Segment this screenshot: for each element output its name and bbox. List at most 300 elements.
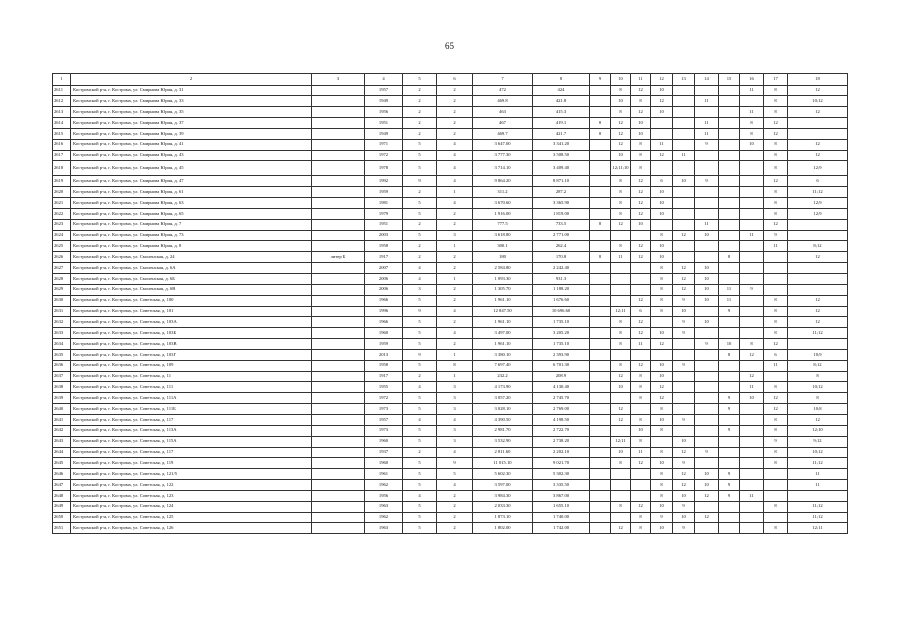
row-number-cell: 2648 — [53, 490, 71, 501]
table-cell: 1957 — [365, 414, 403, 425]
table-cell — [788, 274, 848, 285]
table-cell: 287.2 — [533, 187, 590, 198]
table-row — [53, 393, 848, 404]
table-cell — [312, 295, 365, 306]
table-cell: 2 202.10 — [533, 447, 590, 458]
table-row — [53, 523, 848, 534]
table-cell: 3 365.90 — [533, 198, 590, 209]
table-cell: 12 — [611, 139, 631, 150]
housing-table — [52, 73, 848, 534]
table-row — [53, 187, 848, 198]
table-cell — [788, 128, 848, 139]
table-cell: 9 — [403, 306, 437, 317]
table-cell: 1973 — [365, 425, 403, 436]
table-cell — [695, 425, 719, 436]
table-cell: 8 — [764, 85, 788, 96]
table-cell: 2 — [403, 447, 437, 458]
table-cell: 12 — [651, 382, 673, 393]
table-row — [53, 371, 848, 382]
table-cell: 8;12 — [788, 241, 848, 252]
table-cell: 5 602.30 — [473, 469, 533, 480]
table-cell — [673, 187, 695, 198]
table-cell: 10 — [651, 198, 673, 209]
address-cell: Костромской р-н, г. Кострома, ул. Советская, д. 103В — [71, 339, 312, 350]
table-row — [53, 469, 848, 480]
table-cell: 1 — [437, 349, 473, 360]
table-cell — [740, 404, 764, 415]
table-cell: 1992 — [365, 176, 403, 187]
table-cell: 10;12 — [788, 447, 848, 458]
table-cell — [312, 284, 365, 295]
table-cell: 1937 — [365, 447, 403, 458]
table-cell: 5 — [437, 469, 473, 480]
address-cell: Костромской р-н, г. Кострома, ул. Советская, д. 119 — [71, 458, 312, 469]
table-cell — [590, 230, 611, 241]
table-cell: 10 — [695, 230, 719, 241]
table-cell: 12 — [631, 295, 651, 306]
housing-table-container — [52, 73, 847, 534]
table-cell: 5 — [403, 501, 437, 512]
row-number-cell: 2650 — [53, 512, 71, 523]
table-cell: 5 — [403, 198, 437, 209]
address-cell: Костромской р-н, г. Кострома, ул. Смирнова Юрия, д. 65 — [71, 208, 312, 219]
table-cell: 421.7 — [533, 128, 590, 139]
table-cell: 5 — [403, 512, 437, 523]
table-cell — [631, 263, 651, 274]
table-cell: 463 — [473, 107, 533, 118]
table-cell: 311.2 — [473, 187, 533, 198]
table-cell: 8 — [740, 118, 764, 129]
table-cell: 4 — [437, 139, 473, 150]
table-row — [53, 176, 848, 187]
table-cell: 12 — [788, 139, 848, 150]
table-cell: 11 015.10 — [473, 458, 533, 469]
table-row — [53, 414, 848, 425]
table-cell — [312, 96, 365, 107]
table-cell: 4 — [403, 414, 437, 425]
table-cell — [590, 360, 611, 371]
table-cell: 10 — [740, 139, 764, 150]
row-number-cell: 2629 — [53, 284, 71, 295]
table-cell: 12 — [631, 317, 651, 328]
row-number-cell: 2618 — [53, 161, 71, 176]
table-cell: 10 — [695, 295, 719, 306]
table-cell: 2 — [437, 252, 473, 263]
table-cell: 5 302.30 — [533, 469, 590, 480]
table-cell — [312, 187, 365, 198]
table-cell — [590, 284, 611, 295]
table-cell: 8 — [631, 96, 651, 107]
table-cell: 4 — [437, 161, 473, 176]
table-cell: 1960 — [365, 458, 403, 469]
table-cell: 8 — [651, 274, 673, 285]
table-cell: 8 — [740, 128, 764, 139]
table-cell — [611, 349, 631, 360]
table-cell: 1972 — [365, 393, 403, 404]
header-cell: 1 — [53, 74, 71, 86]
address-cell: Костромской р-н, г. Кострома, ул. Советская, д. 109 — [71, 360, 312, 371]
table-cell: 10 — [695, 469, 719, 480]
row-number-cell: 2627 — [53, 263, 71, 274]
table-cell: 3 — [437, 393, 473, 404]
table-cell: 11 — [740, 230, 764, 241]
table-cell — [719, 219, 740, 230]
table-cell: 8 — [590, 128, 611, 139]
table-cell — [719, 241, 740, 252]
table-cell: 1960 — [365, 436, 403, 447]
table-cell — [695, 371, 719, 382]
table-cell: 1960 — [365, 328, 403, 339]
table-cell: 1 305.70 — [473, 284, 533, 295]
table-cell: 11 — [673, 150, 695, 161]
table-cell: 8 — [611, 241, 631, 252]
address-cell: Костромской р-н, г. Кострома, ул. Смоленская, д. 6Б — [71, 274, 312, 285]
table-cell — [312, 360, 365, 371]
table-cell — [695, 349, 719, 360]
table-cell — [611, 284, 631, 295]
table-cell — [740, 328, 764, 339]
table-cell: 1 873.10 — [473, 512, 533, 523]
address-cell: Костромской р-н, г. Кострома, ул. Советская, д. 103Б — [71, 328, 312, 339]
table-cell: 12;11 — [611, 436, 631, 447]
row-number-cell: 2622 — [53, 208, 71, 219]
row-number-cell: 2626 — [53, 252, 71, 263]
table-cell: 1 — [437, 187, 473, 198]
table-cell: 1949 — [365, 128, 403, 139]
table-cell: 8 — [437, 360, 473, 371]
table-cell: 8 — [764, 458, 788, 469]
table-cell: 12 — [740, 349, 764, 360]
table-cell: 8 — [590, 118, 611, 129]
table-cell: 1966 — [365, 295, 403, 306]
row-number-cell: 2620 — [53, 187, 71, 198]
table-cell: 9 — [695, 139, 719, 150]
table-cell: 2 — [437, 107, 473, 118]
table-cell — [740, 523, 764, 534]
table-cell: 8 871.10 — [533, 176, 590, 187]
table-cell: 12 — [611, 523, 631, 534]
table-cell: 12 — [673, 469, 695, 480]
table-cell: 4 — [437, 150, 473, 161]
table-cell: 733.5 — [533, 219, 590, 230]
table-cell — [719, 161, 740, 176]
table-cell — [590, 490, 611, 501]
row-number-cell: 2644 — [53, 447, 71, 458]
table-cell: 1 961.10 — [473, 317, 533, 328]
table-cell — [312, 208, 365, 219]
table-cell — [590, 198, 611, 209]
table-row — [53, 284, 848, 295]
table-cell — [631, 480, 651, 491]
table-cell — [719, 176, 740, 187]
table-cell: 8 — [764, 208, 788, 219]
table-cell: 9 — [719, 404, 740, 415]
table-cell — [590, 501, 611, 512]
table-cell: 8 — [631, 161, 651, 176]
table-cell: 421.8 — [533, 96, 590, 107]
table-cell: 12 — [631, 107, 651, 118]
table-cell — [673, 425, 695, 436]
table-cell — [312, 501, 365, 512]
address-cell: Костромской р-н, г. Кострома, ул. Советская, д. 122 — [71, 480, 312, 491]
table-cell: 12 — [788, 317, 848, 328]
table-cell: 8 — [651, 263, 673, 274]
table-cell: 9 — [719, 469, 740, 480]
table-cell: 10 — [611, 150, 631, 161]
table-cell: 415.3 — [533, 107, 590, 118]
table-cell: 2 — [437, 96, 473, 107]
table-cell: 208.9 — [533, 371, 590, 382]
table-cell: 8 — [631, 393, 651, 404]
table-cell — [695, 208, 719, 219]
table-cell: 4 — [403, 490, 437, 501]
table-cell: 10 — [651, 187, 673, 198]
table-cell: 6 — [631, 306, 651, 317]
table-cell — [695, 306, 719, 317]
row-number-cell: 2634 — [53, 339, 71, 350]
table-cell: 2 745.70 — [533, 393, 590, 404]
table-row — [53, 219, 848, 230]
table-cell: 12 847.50 — [473, 306, 533, 317]
table-cell: 8 — [764, 501, 788, 512]
table-cell: 1971 — [365, 139, 403, 150]
table-cell: 2 811.60 — [473, 447, 533, 458]
table-cell: 8 — [764, 382, 788, 393]
table-cell — [719, 150, 740, 161]
table-cell — [673, 208, 695, 219]
row-number-cell: 2632 — [53, 317, 71, 328]
table-cell: 9 021.70 — [533, 458, 590, 469]
table-cell: 8 — [651, 295, 673, 306]
table-row — [53, 274, 848, 285]
table-cell: 1972 — [365, 150, 403, 161]
table-cell — [590, 139, 611, 150]
table-cell: 9 — [719, 490, 740, 501]
table-cell — [695, 241, 719, 252]
table-row — [53, 382, 848, 393]
table-cell — [764, 480, 788, 491]
table-cell — [312, 425, 365, 436]
table-cell: 4 — [437, 306, 473, 317]
table-cell: 3 — [437, 436, 473, 447]
table-cell: 10 — [651, 523, 673, 534]
table-cell — [695, 252, 719, 263]
table-cell — [590, 425, 611, 436]
table-cell — [695, 198, 719, 209]
row-number-cell: 2621 — [53, 198, 71, 209]
table-cell — [651, 161, 673, 176]
table-cell: 469.7 — [473, 128, 533, 139]
table-cell — [740, 425, 764, 436]
table-cell: 12 — [788, 107, 848, 118]
table-cell — [764, 512, 788, 523]
table-cell — [719, 274, 740, 285]
table-cell: 1979 — [365, 208, 403, 219]
table-cell: 1 819.00 — [533, 208, 590, 219]
table-cell: 11;12 — [788, 501, 848, 512]
row-number-cell: 2631 — [53, 306, 71, 317]
table-cell — [740, 208, 764, 219]
table-cell: 8 — [631, 139, 651, 150]
table-cell: 170.8 — [533, 252, 590, 263]
table-cell: 8 — [764, 317, 788, 328]
table-cell — [590, 187, 611, 198]
table-cell: 8 — [764, 139, 788, 150]
row-number-cell: 2649 — [53, 501, 71, 512]
table-row — [53, 317, 848, 328]
table-cell — [764, 263, 788, 274]
table-cell: 1 735.10 — [533, 317, 590, 328]
table-cell — [312, 219, 365, 230]
header-cell: 14 — [695, 74, 719, 86]
table-cell: 3 618.80 — [473, 230, 533, 241]
table-cell — [631, 404, 651, 415]
table-cell: 9 — [719, 306, 740, 317]
table-cell — [611, 425, 631, 436]
header-cell: 4 — [365, 74, 403, 86]
header-row — [53, 74, 848, 86]
table-cell: 10 — [651, 360, 673, 371]
table-cell: 11 — [764, 360, 788, 371]
table-cell — [611, 295, 631, 306]
table-cell: 11 — [631, 339, 651, 350]
table-cell: 1966 — [365, 317, 403, 328]
table-cell: 8 — [651, 404, 673, 415]
table-cell: 12;9 — [788, 208, 848, 219]
table-cell: 2003 — [365, 230, 403, 241]
table-cell — [740, 198, 764, 209]
table-cell — [590, 107, 611, 118]
table-cell: 8 — [611, 501, 631, 512]
address-cell: Костромской р-н, г. Кострома, ул. Смирнова Юрия, д. 73 — [71, 230, 312, 241]
table-cell: 8 — [631, 382, 651, 393]
table-cell — [631, 469, 651, 480]
table-cell: 10 — [611, 96, 631, 107]
table-cell: 8 — [631, 523, 651, 534]
table-cell — [611, 230, 631, 241]
header-cell: 2 — [71, 74, 312, 86]
address-cell: Костромской р-н, г. Кострома, ул. Советская, д. 121/5 — [71, 469, 312, 480]
table-cell — [651, 317, 673, 328]
address-cell: Костромской р-н, г. Кострома, ул. Советская, д. 113А — [71, 425, 312, 436]
table-cell: 10 — [611, 382, 631, 393]
address-cell: Костромской р-н, г. Кострома, ул. Советская, д. 11 — [71, 371, 312, 382]
table-cell — [312, 490, 365, 501]
table-cell — [695, 187, 719, 198]
table-cell: 2 — [403, 219, 437, 230]
table-cell: 10 — [673, 512, 695, 523]
row-number-cell: 2642 — [53, 425, 71, 436]
table-cell: 419.1 — [533, 118, 590, 129]
table-row — [53, 208, 848, 219]
table-cell: 12 — [764, 176, 788, 187]
table-cell: 1 961.10 — [473, 295, 533, 306]
table-cell: 3 380.10 — [473, 349, 533, 360]
table-cell: 12 — [764, 404, 788, 415]
table-cell — [312, 382, 365, 393]
table-row — [53, 404, 848, 415]
table-cell: 10;9 — [788, 349, 848, 360]
table-cell: 11 — [719, 295, 740, 306]
table-cell — [590, 295, 611, 306]
table-row — [53, 339, 848, 350]
table-cell: 10 — [695, 284, 719, 295]
table-cell: 2 — [403, 85, 437, 96]
table-cell: 12 — [631, 458, 651, 469]
table-cell: 2 — [437, 317, 473, 328]
table-row — [53, 139, 848, 150]
table-row — [53, 447, 848, 458]
table-cell: 12 — [788, 150, 848, 161]
table-cell: 9 — [403, 176, 437, 187]
table-cell: 8 — [590, 252, 611, 263]
table-cell — [740, 306, 764, 317]
header-cell: 18 — [788, 74, 848, 86]
table-cell — [719, 263, 740, 274]
address-cell: Костромской р-н, г. Кострома, ул. Смирнова Юрия, д. 31 — [71, 85, 312, 96]
table-cell — [312, 176, 365, 187]
row-number-cell: 2619 — [53, 176, 71, 187]
table-cell: 3 — [437, 230, 473, 241]
table-cell: 3 984.30 — [473, 490, 533, 501]
table-row — [53, 501, 848, 512]
table-cell — [719, 414, 740, 425]
table-cell: 10;12 — [788, 96, 848, 107]
table-cell: 2 — [437, 208, 473, 219]
table-cell: 3 867.00 — [533, 490, 590, 501]
address-cell: Костромской р-н, г. Кострома, ул. Смирнова Юрия, д. 7 — [71, 219, 312, 230]
table-cell — [673, 96, 695, 107]
table-cell: 12 — [695, 490, 719, 501]
table-cell — [788, 230, 848, 241]
header-cell: 5 — [403, 74, 437, 86]
table-cell: 8;12 — [788, 360, 848, 371]
table-cell: 777.5 — [473, 219, 533, 230]
table-cell — [312, 480, 365, 491]
table-cell: 1958 — [365, 360, 403, 371]
table-cell: 5 — [403, 436, 437, 447]
table-cell: 12 — [673, 274, 695, 285]
table-cell: 1956 — [365, 107, 403, 118]
row-number-cell: 2625 — [53, 241, 71, 252]
table-cell — [740, 317, 764, 328]
table-cell — [695, 360, 719, 371]
table-cell: 12 — [764, 393, 788, 404]
table-cell: 4 173.90 — [473, 382, 533, 393]
table-cell — [673, 404, 695, 415]
table-cell — [719, 501, 740, 512]
header-cell: 10 — [611, 74, 631, 86]
table-row — [53, 85, 848, 96]
table-cell: 3 647.00 — [473, 139, 533, 150]
table-cell: 8 — [651, 425, 673, 436]
table-row — [53, 328, 848, 339]
table-row — [53, 349, 848, 360]
table-cell: 9 — [651, 512, 673, 523]
table-cell — [695, 382, 719, 393]
table-cell: 9 — [719, 480, 740, 491]
table-cell — [719, 96, 740, 107]
table-cell: 8 — [764, 328, 788, 339]
table-cell — [631, 230, 651, 241]
table-cell: 12;9 — [788, 198, 848, 209]
row-number-cell: 2651 — [53, 523, 71, 534]
table-cell: 1 916.00 — [473, 208, 533, 219]
table-cell — [788, 339, 848, 350]
table-cell: 8 — [590, 219, 611, 230]
row-number-cell: 2640 — [53, 404, 71, 415]
table-cell: 1996 — [365, 306, 403, 317]
